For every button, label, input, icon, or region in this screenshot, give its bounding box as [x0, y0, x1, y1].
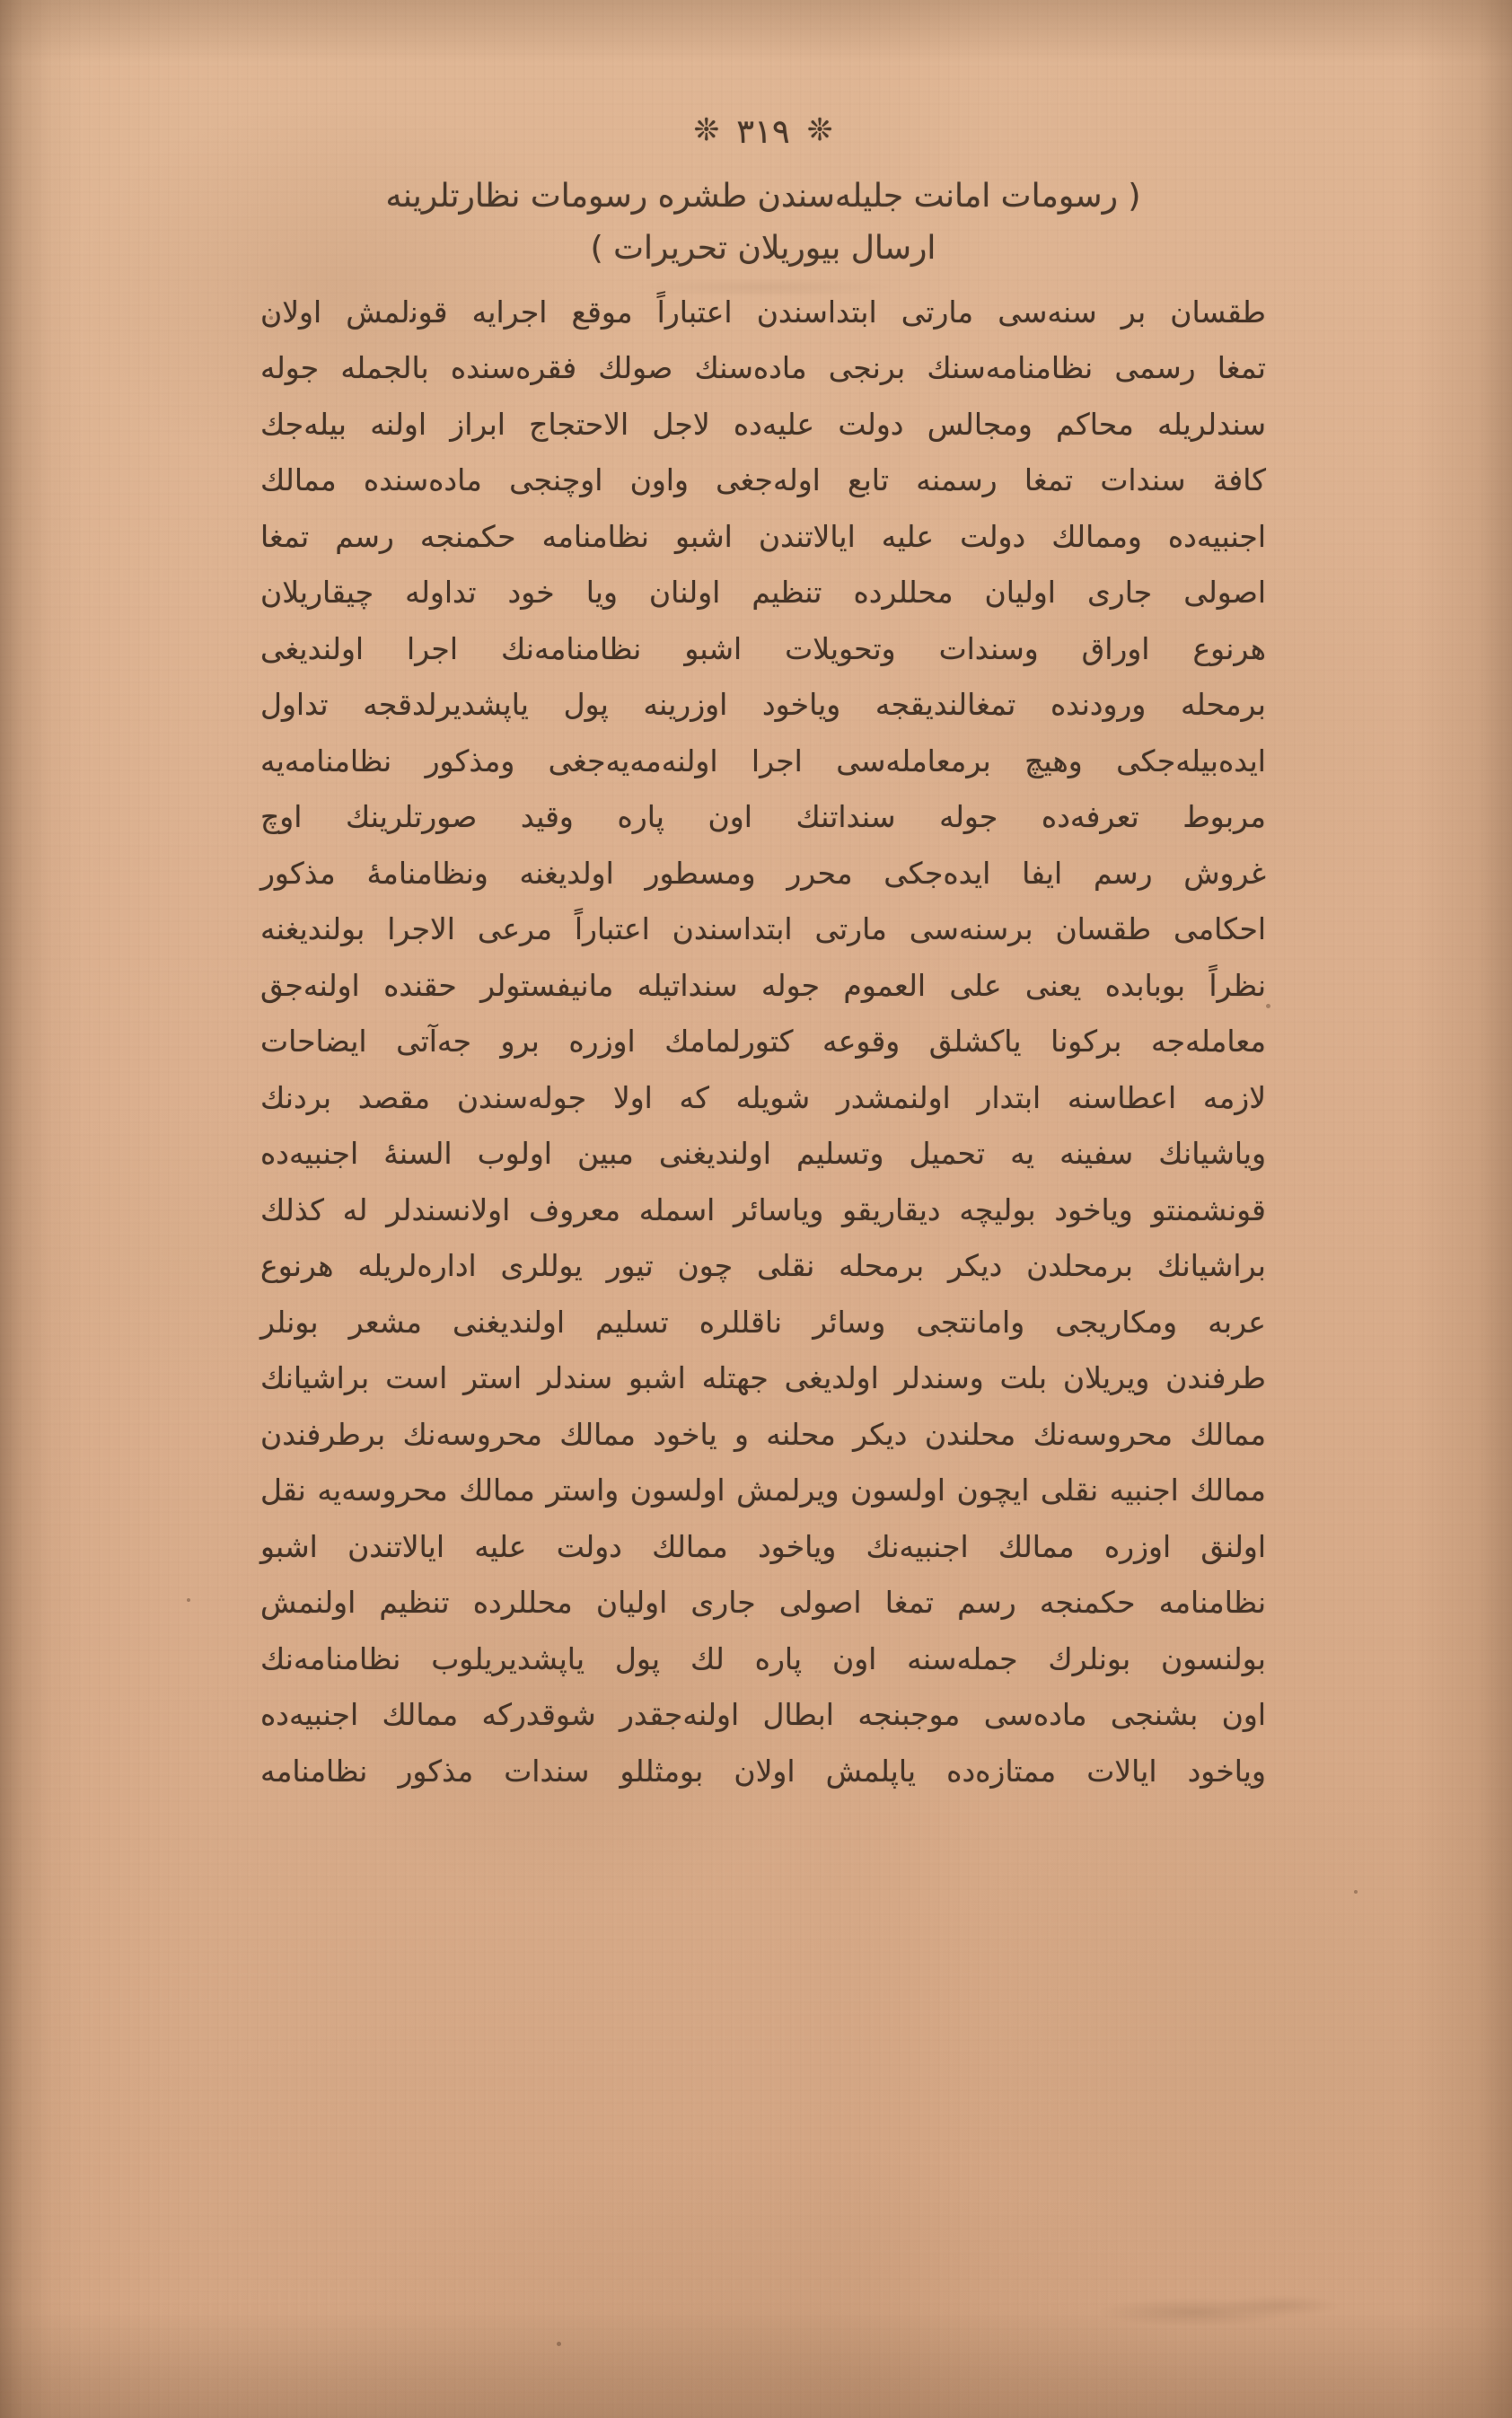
body-text-block: [260, 285, 1266, 1800]
section-heading-line-1: ( رسومات امانت جليله‌سندن طشره رسومات نظارتلرينه: [385, 178, 1141, 215]
body-text-line: اولنق اوزره ممالك اجنبيه‌نك وياخود ممالك دولت عليه ايالاتندن اشبو: [260, 1528, 1266, 1564]
ink-fleck: [1354, 1890, 1358, 1894]
section-heading-line-2: ارسال بيوريلان تحريرات ): [590, 230, 936, 268]
page-edge-shadow-left: [0, 0, 81, 2418]
body-text-line: بولنسون بونلرك جمله‌سنه اون پاره لك پول ياپشديريلوب نظامنامه‌نك: [260, 1640, 1266, 1676]
body-text-line: هرنوع اوراق وسندات وتحويلات اشبو نظامنامه‌نك اجرا اولنديغى: [260, 630, 1267, 666]
body-text-line: قونشمنتو وياخود بوليچه دیقاریقو وياسائر اسمله معروف اولانسندلر له كذلك: [260, 1191, 1266, 1227]
body-text-line: وياشيانك سفينه يه تحميل وتسليم اولنديغنى مبين اولوب السنهٔ اجنبيه‌ده: [260, 1136, 1267, 1172]
body-text-line: ممالك محروسه‌نك محلندن ديكر محلنه و ياخود ممالك محروسه‌نك برطرفندن: [260, 1416, 1267, 1452]
ink-fleck: [187, 1598, 190, 1602]
body-text-line: لازمه اعطاسنه ابتدار اولنمشدر شويله كه اولا جوله‌سندن مقصد بردنك: [260, 1079, 1267, 1115]
body-text-line: ممالك اجنبيه نقلى ايچون اولسون ويرلمش اولسون واستر ممالك محروسه‌يه نقل: [260, 1473, 1266, 1508]
body-text-line: تمغا رسمى نظامنامه‌سنك برنجى ماده‌سنك صولك فقره‌سنده بالجمله جوله: [260, 350, 1266, 386]
body-text-line: براشيانك برمحلدن ديكر برمحله نقلى چون تيور يوللرى ادارەلريله هرنوع: [260, 1248, 1266, 1284]
body-text-line: طقسان بر سنه‌سى مارتى ابتداسندن اعتباراً موقع اجرايه قوﻧلمش اولان: [260, 294, 1266, 330]
body-text-line: عربه وﻣﻜﺎرﻳﺠﻰ وامانتجى وسائر ناقللره تسليم اولنديغنى مشعر بونلر: [260, 1304, 1266, 1340]
body-text-line: احكامى طقسان برسنه‌سى مارتى ابتداسندن اعتباراً مرعى الاجرا بولنديغنه: [260, 911, 1267, 947]
body-text-line: برمحله ورودنده تمغالنديقجه وياخود اوزرينه پول ياپشديرلدقجه تداول: [260, 687, 1266, 723]
body-text-line: نظامنامه حكمنجه رسم تمغا اصولى جارى اوليان محللرده تنظيم اولنمش: [260, 1585, 1267, 1621]
body-text-line: اون بشنجى ماده‌سى موجبنجه ابطال اولنه‌جقدر شوقدركه ممالك اجنبيه‌ده: [260, 1697, 1266, 1733]
body-text-line: كافة سندات تمغا رسمنه تابع اوله‌جغى واون اوچنجى ماده‌سنده ممالك: [260, 462, 1266, 498]
ink-smudge-mark: [1086, 2281, 1356, 2343]
page-edge-shadow-right: [1413, 0, 1512, 2418]
body-text-line: مربوط تعرفه‌ده جوله سنداتنك اون پاره وقيد صورتلرينك اوچ: [260, 799, 1266, 835]
page-content: [260, 108, 1266, 1799]
ornament-flower-icon: ❊: [806, 111, 833, 148]
body-text-line: نظراً بوبابده يعنى على العموم جوله سنداتيله مانيفستولر حقنده اولنه‌جق: [260, 967, 1267, 1003]
page-edge-shadow-bottom: [0, 2310, 1512, 2418]
body-text-line: وياخود ايالات ممتازه‌ده ياپلمش اولان بومثللو سندات مذكور نظامنامه: [260, 1753, 1266, 1789]
body-text-line: غروش رسم ايفا ايده‌جكى محرر ومسطور اولديغنه ونظامنامهٔ مذكور: [260, 855, 1266, 891]
body-text-line: معامله‌جه بركونا ياكشلق وقوعه كتورلمامك اوزره برو جه‌آتى ايضاحات: [260, 1024, 1267, 1060]
page-edge-shadow-top: [0, 0, 1512, 63]
ornament-flower-icon: ❊: [693, 111, 720, 148]
ink-fleck: [1266, 1004, 1270, 1008]
body-text-line: اصولى جارى اوليان محللرده تنظيم اولنان ويا خود تداوله چيقاريلان: [260, 575, 1267, 611]
folio-page-number: [260, 108, 1266, 154]
page-number-value: ٣١٩: [736, 111, 790, 151]
body-text-line: ايده‌بيله‌جكى وهيچ برمعامله‌سى اجرا اولنه‌مه‌يه‌جغى ومذكور نظامنامه‌يه: [260, 743, 1266, 778]
body-text-line: سندلريله محاكم ومجالس دولت عليه‌ده لاجل الاحتجاج ابراز اولنه بيله‌جك: [260, 406, 1266, 442]
ink-fleck: [557, 2342, 561, 2346]
body-text-line: اجنبيه‌ده وممالك دولت عليه ايالاتندن اشبو نظامنامه حكمنجه رسم تمغا: [260, 518, 1266, 554]
body-text-line: طرفندن ويريلان بلت وسندلر اولديغى جهتله اشبو سندلر استر است براشيانك: [260, 1360, 1266, 1396]
